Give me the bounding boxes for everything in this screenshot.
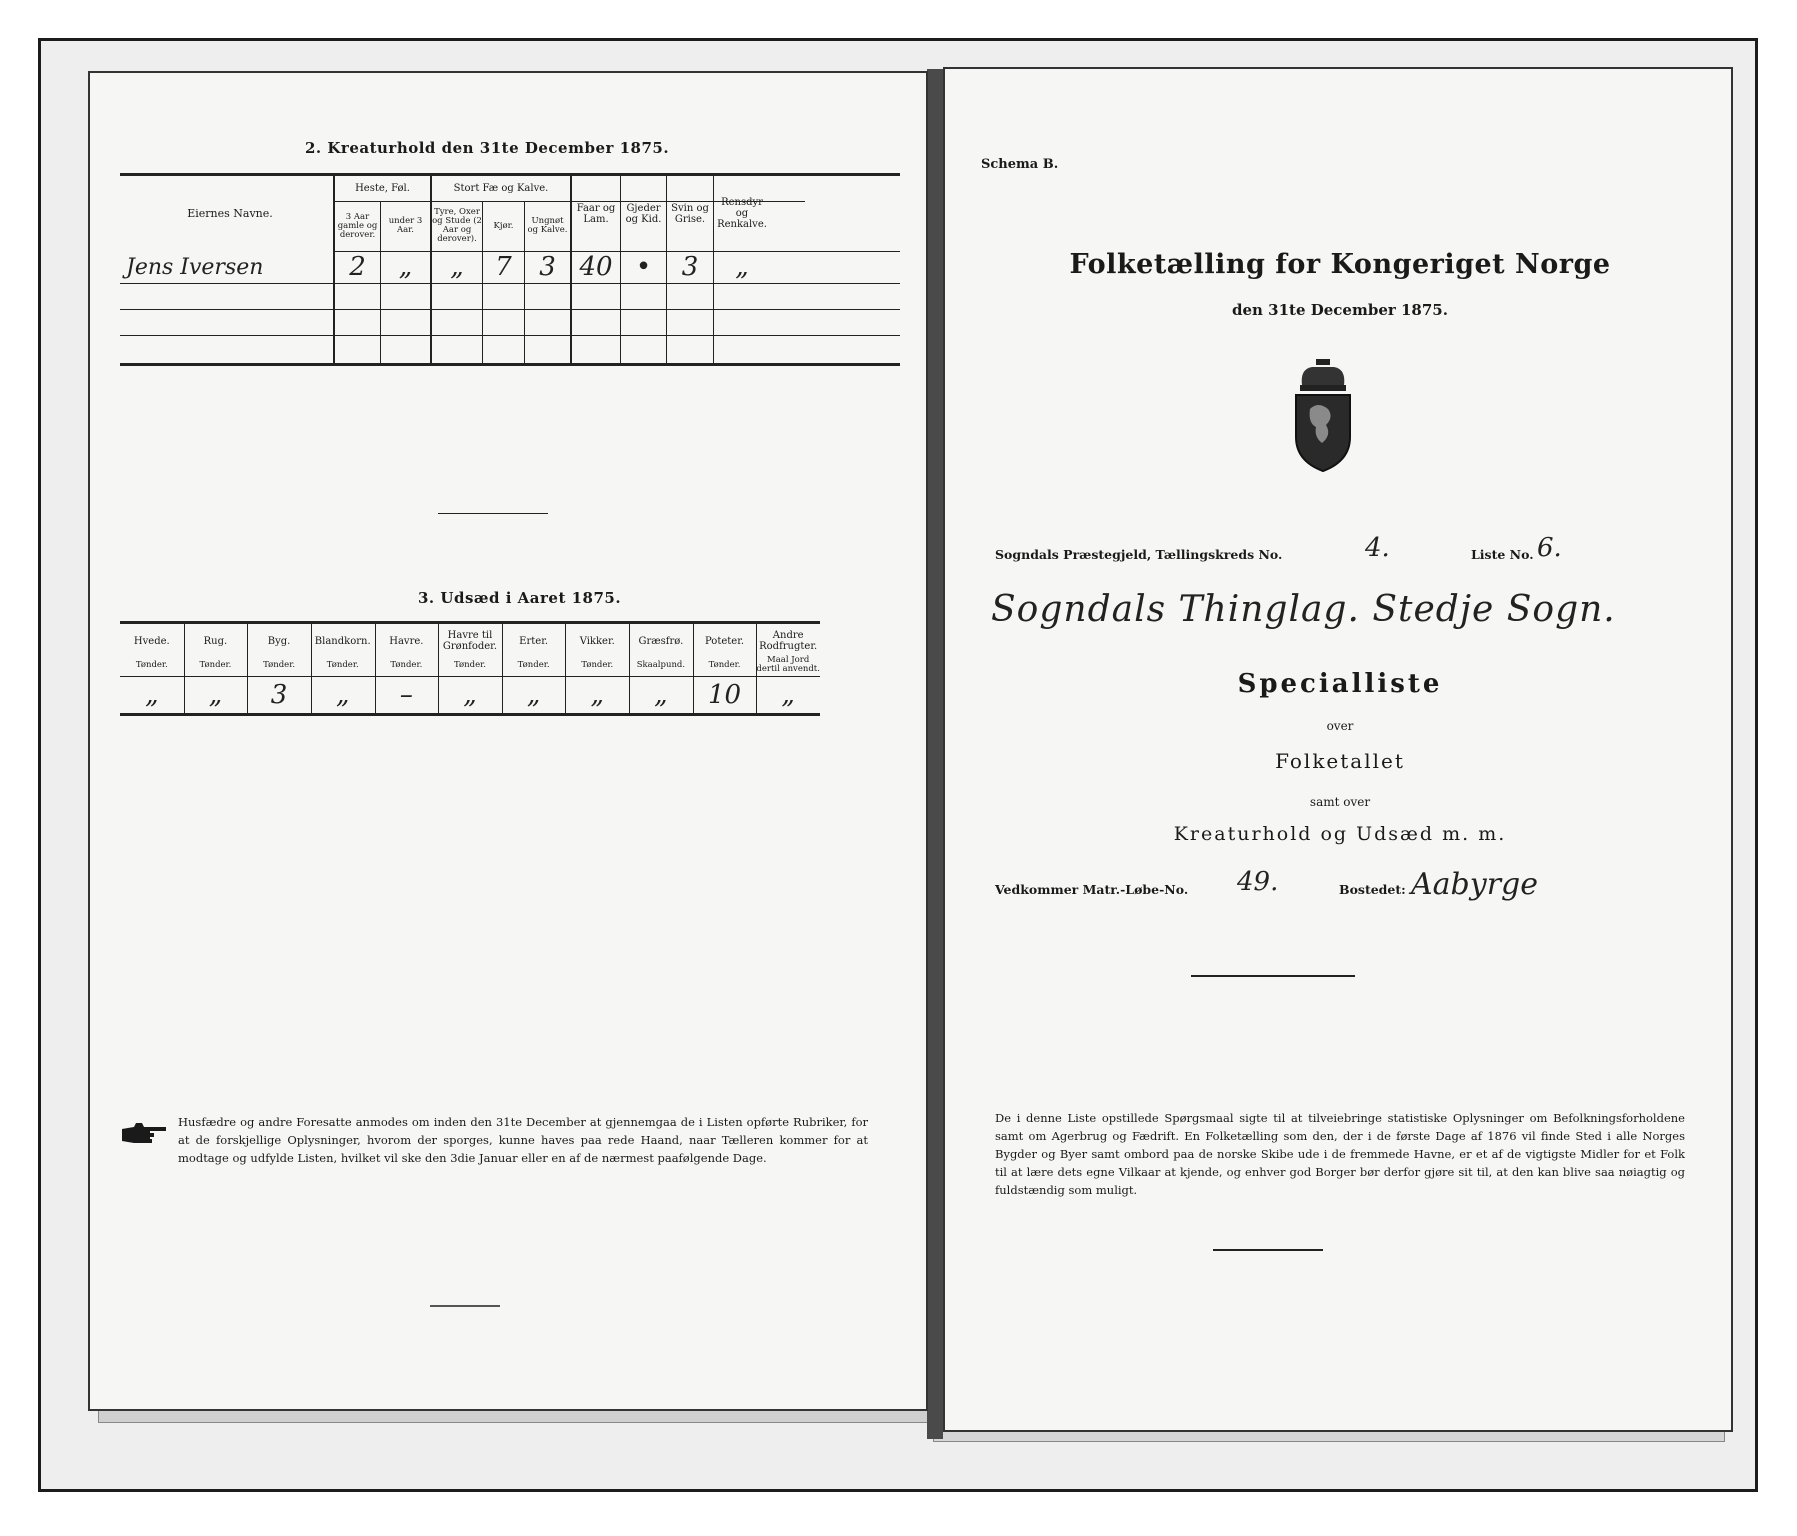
- instruction-notice: Husfædre og andre Foresatte anmodes om inden den 31te December at gjennemgaa de i Listen opførte Rubriker, for at de forskjellige Oplysninger, hvorom der sporges, kunne haves paa rede Haand, naar Tælleren kommer for at modtage og udfylde Listen, hvilket vil ske den 3die Januar eller en af de nærmest paafølgende Dage.: [178, 1115, 868, 1165]
- owner-column-header: Eiernes Navne.: [187, 207, 273, 220]
- table3-header: Byg.: [267, 635, 291, 647]
- table3-header: Poteter.: [704, 635, 745, 647]
- main-title: Folketælling for Kongeriget Norge: [1069, 249, 1611, 280]
- matr-number: 49.: [1237, 867, 1279, 897]
- over-label-1: over: [1326, 719, 1354, 733]
- table3-subheader: Tønder.: [454, 659, 486, 670]
- svin-header: Svin og Grise.: [671, 202, 709, 225]
- specialliste-heading: Specialliste: [1237, 669, 1443, 699]
- bostedet-label: Bostedet:: [1339, 882, 1406, 897]
- tyre-header: Tyre, Oxer og Stude (2 Aar og derover).: [432, 207, 482, 244]
- value-ungnot: 3: [539, 252, 556, 282]
- table3-value: „: [335, 680, 350, 710]
- rensdyr-header: Rensdyr og Renkalve.: [717, 197, 767, 230]
- table3-header: Andre Rodfrugter.: [759, 630, 818, 652]
- table2-bottom-rule: [120, 363, 900, 366]
- left-page: [88, 71, 928, 1411]
- table3-subheader: Maal Jord dertil anvendt.: [756, 655, 820, 674]
- prestegjeld-label: Sogndals Præstegjeld, Tællingskreds No.: [995, 547, 1283, 562]
- table3-value: „: [526, 680, 541, 710]
- table3-value: „: [590, 680, 604, 710]
- table2-row-rule: [120, 335, 900, 336]
- section-2-title: 2. Kreaturhold den 31te December 1875.: [305, 139, 670, 157]
- right-page: [943, 67, 1733, 1432]
- handwritten-place: Sogndals Thinglag. Stedje Sogn.: [991, 589, 1616, 630]
- samt-over-label: samt over: [1309, 795, 1371, 809]
- table3-header: Hvede.: [133, 635, 170, 647]
- value-heste-under3: „: [398, 252, 413, 282]
- table3-subheader: Tønder.: [390, 659, 423, 670]
- gjeder-header: Gjeder og Kid.: [625, 202, 662, 225]
- divider-rule: [438, 513, 548, 514]
- table3-value: –: [399, 680, 413, 710]
- heste-3aar-header: 3 Aar gamle og derover.: [337, 211, 378, 240]
- kreds-number: 4.: [1365, 533, 1390, 563]
- table3-subheader: Tønder.: [135, 659, 168, 670]
- table3-header: Græsfrø.: [638, 635, 684, 647]
- matr-label: Vedkommer Matr.-Løbe-No.: [995, 882, 1189, 897]
- value-tyre: „: [450, 252, 464, 282]
- kjer-header: Kjør.: [493, 220, 514, 231]
- table3-header: Erter.: [519, 635, 549, 647]
- kreaturhold-heading: Kreaturhold og Udsæd m. m.: [1173, 823, 1507, 845]
- subtitle-date: den 31te December 1875.: [1232, 301, 1448, 319]
- table3-value: 10: [707, 680, 742, 710]
- table3-header: Rug.: [203, 635, 228, 647]
- owner-name: Jens Iversen: [126, 254, 264, 280]
- table3-header: Vikker.: [579, 635, 615, 647]
- pointing-hand-icon: [120, 1119, 170, 1149]
- value-gjeder: •: [635, 252, 652, 282]
- table3-value: „: [654, 680, 668, 710]
- table2-row-rule: [120, 283, 900, 284]
- table3-subheader: Tønder.: [517, 659, 550, 670]
- value-heste-3aar: 2: [349, 252, 366, 282]
- table3-bottom-rule: [120, 713, 820, 716]
- divider-rule: [1191, 975, 1355, 977]
- value-svin: 3: [681, 252, 699, 282]
- table3-subheader: Tønder.: [326, 659, 359, 670]
- bostedet-value: Aabyrge: [1411, 867, 1539, 902]
- table3-subheader: Tønder.: [199, 659, 232, 670]
- liste-number: 6.: [1537, 533, 1562, 563]
- table3-subheader: Tønder.: [581, 659, 614, 670]
- stort-fae-group-header: Stort Fæ og Kalve.: [453, 183, 549, 194]
- table3-subheader: Tønder.: [708, 659, 741, 670]
- table3-header: Havre.: [389, 635, 424, 647]
- footnote-text: De i denne Liste opstillede Spørgsmaal sigte til at tilveiebringe statistiske Oplysninger om Befolkningsforholdene samt om Agerbrug og Fædrift. En Folketælling som den, der i de første Dage af 1876 vil finde Sted i alle Norges Bygder og Byer samt ombord paa de norske Skibe ude i de fremmede Havne, er et af de vigtigste Midler for et Folk til at lære dets egne Vilkaar at kjende, og enhver god Borger bør derfor gjøre sit til, at den kan blive saa nøiagtig og fuldstændig som muligt.: [995, 1111, 1685, 1197]
- archive-card: [38, 38, 1758, 1492]
- book-spine: [927, 69, 943, 1439]
- coat-of-arms-icon: [1288, 357, 1358, 473]
- faar-header: Faar og Lam.: [576, 202, 616, 225]
- liste-label: Liste No.: [1471, 547, 1534, 562]
- table3-value: „: [145, 680, 159, 710]
- table3-value: „: [208, 680, 223, 710]
- bottom-rule: [1213, 1249, 1323, 1251]
- section-3-title: 3. Udsæd i Aaret 1875.: [418, 589, 622, 607]
- table3-value: „: [463, 680, 477, 710]
- value-faar: 40: [579, 252, 613, 282]
- ungnot-header: Ungnøt og Kalve.: [527, 216, 568, 235]
- table2-row-rule: [120, 309, 900, 310]
- heste-under3-header: under 3 Aar.: [388, 216, 423, 235]
- schema-label: Schema B.: [981, 157, 1059, 172]
- table3-value: „: [781, 680, 795, 710]
- table3-header: Havre til Grønfoder.: [442, 630, 498, 652]
- folketallet-heading: Folketallet: [1275, 749, 1405, 773]
- table3-top-rule: [120, 621, 820, 624]
- table3-subheader: Skaalpund.: [636, 659, 686, 670]
- table3-subheader: Tønder.: [263, 659, 296, 670]
- table3-header: Blandkorn.: [314, 635, 371, 647]
- value-kjer: 7: [495, 252, 512, 282]
- value-rensdyr: „: [735, 252, 749, 282]
- heste-group-header: Heste, Føl.: [355, 183, 410, 194]
- table3-value: 3: [270, 680, 288, 710]
- bottom-rule: [430, 1305, 500, 1307]
